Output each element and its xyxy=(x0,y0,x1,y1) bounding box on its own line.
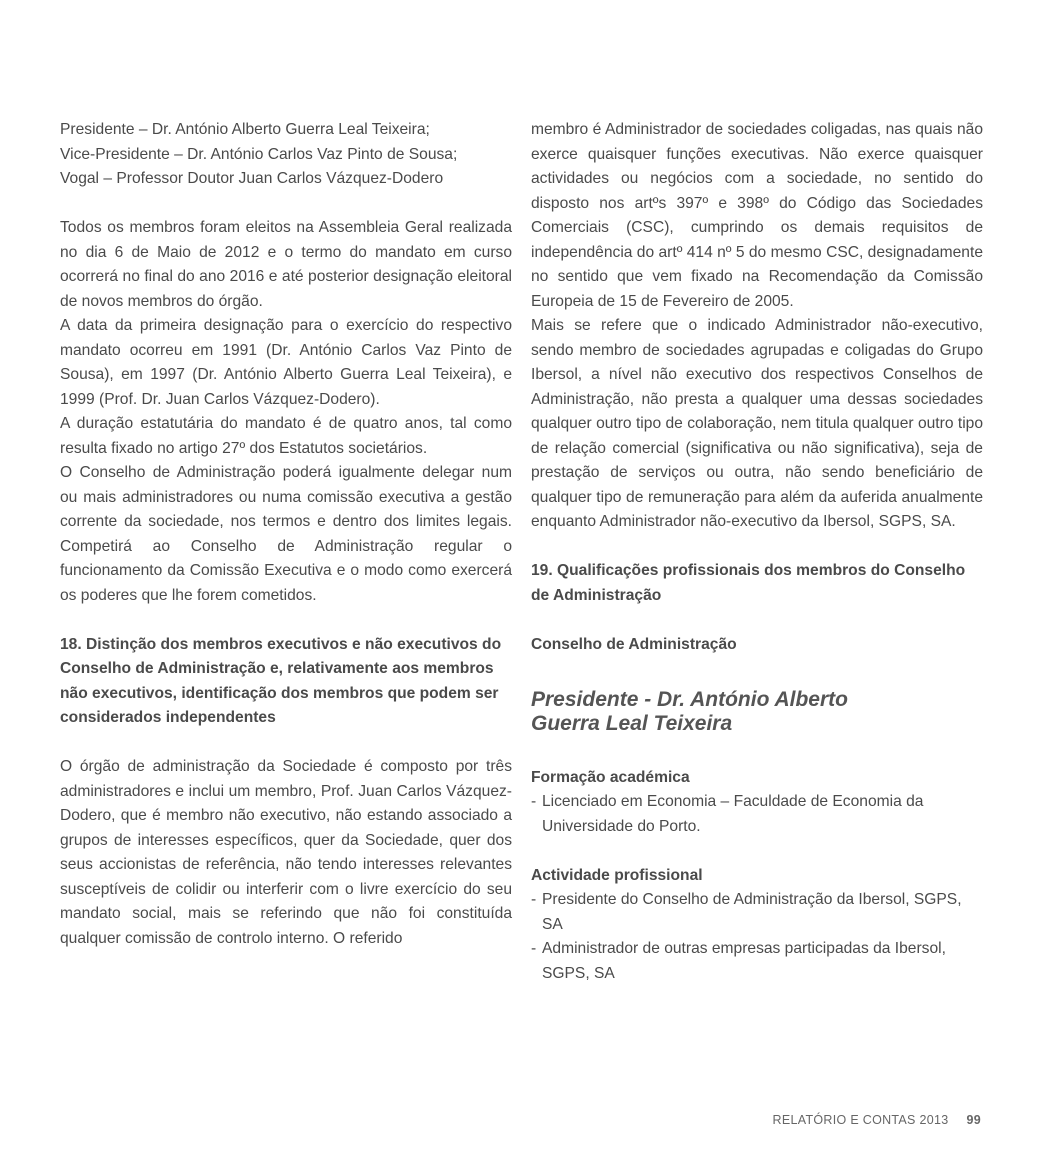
paragraph-composition: O órgão de administração da Sociedade é composto por três administradores e inclui um membro, Prof. Juan Carlos Vázquez-Dodero, que é membro não executivo, não estando associado a grupos de interesses específicos, quer da Sociedade, quer dos seus accionistas de referência, não tendo interesses relevantes susceptíveis de colidir ou interferir com o livre exercício do seu mandato social, mais se referindo que não foi constituída qualquer comissão de controlo interno. O referido xyxy=(60,758,512,947)
member-name-line-1: Presidente - Dr. António Alberto xyxy=(531,687,848,711)
report-title: RELATÓRIO E CONTAS 2013 xyxy=(772,1113,949,1127)
member-name xyxy=(531,688,983,736)
paragraph-mandate-duration: A duração estatutária do mandato é de quatro anos, tal como resulta fixado no artigo 27º dos Estatutos societários. xyxy=(60,415,512,457)
paragraph-first-designation: A data da primeira designação para o exercício do respectivo mandato ocorreu em 1991 (Dr. António Carlos Vaz Pinto de Sousa), em 1997 (Dr. António Alberto Guerra Leal Teixeira), e 1999 (Prof. Dr. Juan Carlos Vázquez-Dodero). xyxy=(60,317,512,408)
member-name-line-2: Guerra Leal Teixeira xyxy=(531,711,733,735)
actividade-item-1: Presidente do Conselho de Administração da Ibersol, SGPS, SA xyxy=(542,891,962,933)
list-item: - Administrador de outras empresas participadas da Ibersol, SGPS, SA xyxy=(531,937,983,986)
officer-president: Presidente – Dr. António Alberto Guerra Leal Teixeira; xyxy=(60,121,430,138)
page-footer xyxy=(773,1113,981,1127)
left-column xyxy=(60,118,512,951)
section-heading-19: 19. Qualificações profissionais dos membros do Conselho de Administração xyxy=(531,562,966,604)
officer-vogal: Vogal – Professor Doutor Juan Carlos Vázquez-Dodero xyxy=(60,170,444,187)
right-column xyxy=(531,118,983,986)
list-item: - Presidente do Conselho de Administração da Ibersol, SGPS, SA xyxy=(531,888,983,937)
section-heading-18: 18. Distinção dos membros executivos e não executivos do Conselho de Administração e, relativamente aos membros não executivos, identificação dos membros que podem ser considerados independentes xyxy=(60,635,502,726)
formacao-item-1: Licenciado em Economia – Faculdade de Economia da Universidade do Porto. xyxy=(542,793,924,835)
officer-vice-president: Vice-Presidente – Dr. António Carlos Vaz Pinto de Sousa; xyxy=(60,145,458,163)
page-number: 99 xyxy=(966,1113,981,1127)
paragraph-independence: membro é Administrador de sociedades coligadas, nas quais não exerce quaisquer funções executivas. Não exerce quaisquer actividades ou negócios com a sociedade, no sentido do disposto nos artºs 397º e 398º do Código das Sociedades Comerciais (CSC), cumprindo os demais requisitos de independência do artº 414 nº 5 do mesmo CSC, designadamente no sentido que vem fixado na Recomendação da Comissão Europeia de 15 de Fevereiro de 2005. xyxy=(531,121,983,310)
list-item: - Licenciado em Economia – Faculdade de Economia da Universidade do Porto. xyxy=(531,790,983,839)
board-subheading: Conselho de Administração xyxy=(531,635,737,653)
paragraph-election: Todos os membros foram eleitos na Assembleia Geral realizada no dia 6 de Maio de 2012 e o termo do mandato em curso ocorrerá no final do ano 2016 e até posterior designação eleitoral de novos membros do órgão. xyxy=(60,219,512,310)
actividade-title: Actividade profissional xyxy=(531,866,703,884)
formacao-title: Formação académica xyxy=(531,768,690,786)
actividade-item-2: Administrador de outras empresas participadas da Ibersol, SGPS, SA xyxy=(542,940,946,982)
paragraph-non-executive: Mais se refere que o indicado Administrador não-executivo, sendo membro de sociedades agrupadas e coligadas do Grupo Ibersol, a nível não executivo dos respectivos Conselhos de Administração, não presta a qualquer uma dessas sociedades qualquer outro tipo de colaboração, nem titula qualquer outro tipo de relação comercial (significativa ou não significativa), seja de prestação de serviços ou outra, não sendo beneficiário de qualquer tipo de remuneração para além da auferida anualmente enquanto Administrador não-executivo da Ibersol, SGPS, SA. xyxy=(531,317,983,530)
paragraph-delegation: O Conselho de Administração poderá igualmente delegar num ou mais administradores ou numa comissão executiva a gestão corrente da sociedade, nos termos e dentro dos limites legais. Competirá ao Conselho de Administração regular o funcionamento da Comissão Executiva e o modo como exercerá os poderes que lhe forem cometidos. xyxy=(60,464,512,604)
